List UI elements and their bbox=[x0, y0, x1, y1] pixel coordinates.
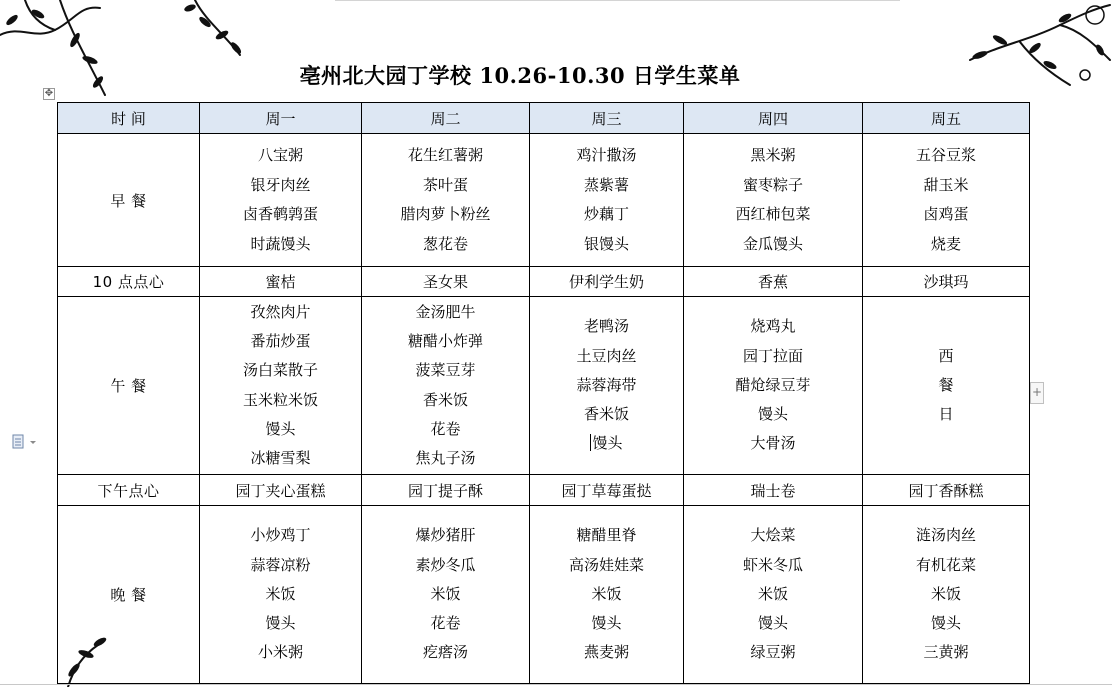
header-time[interactable]: 时 间 bbox=[58, 103, 200, 134]
dish: 老鸭汤 bbox=[583, 317, 629, 336]
dish: 黑米粥 bbox=[750, 146, 796, 164]
dish: 高汤娃娃菜 bbox=[568, 555, 644, 574]
morning-snack-row bbox=[58, 267, 1030, 297]
dish: 香米饭 bbox=[583, 405, 629, 424]
header-monday[interactable]: 周一 bbox=[200, 103, 362, 134]
menu-cell[interactable] bbox=[863, 506, 1030, 684]
add-column-plus-icon[interactable]: + bbox=[1030, 382, 1044, 404]
dish: 醋炝绿豆芽 bbox=[735, 375, 811, 394]
menu-cell[interactable] bbox=[200, 134, 362, 267]
row-label-breakfast[interactable]: 早 餐 bbox=[58, 134, 200, 267]
menu-cell[interactable] bbox=[684, 506, 863, 684]
dish: 时蔬馒头 bbox=[250, 234, 311, 253]
menu-cell[interactable] bbox=[863, 297, 1030, 475]
dish: 米饭 bbox=[757, 584, 788, 603]
dish: 糖醋小炸弹 bbox=[407, 332, 483, 351]
dish: 爆炒猪肝 bbox=[415, 526, 476, 545]
page-top-edge bbox=[335, 0, 900, 1]
dish: 米饭 bbox=[930, 584, 961, 603]
dish: 小米粥 bbox=[257, 643, 303, 662]
dish: 金瓜馒头 bbox=[742, 234, 803, 253]
header-wednesday[interactable]: 周三 bbox=[530, 103, 684, 134]
menu-cell[interactable]: 沙琪玛 bbox=[863, 267, 1030, 297]
afternoon-snack-row bbox=[58, 475, 1030, 506]
dish: 冰糖雪梨 bbox=[250, 448, 311, 467]
dish: 汤白菜散子 bbox=[242, 361, 318, 380]
menu-table bbox=[57, 102, 1030, 684]
menu-cell[interactable]: 园丁草莓蛋挞 bbox=[530, 475, 684, 506]
dish: 香米饭 bbox=[422, 390, 468, 409]
dish: 蒜蓉凉粉 bbox=[250, 555, 311, 574]
dish: 素炒冬瓜 bbox=[415, 555, 476, 574]
dish: 园丁拉面 bbox=[742, 346, 803, 365]
dish: 米饭 bbox=[265, 584, 296, 603]
menu-cell[interactable] bbox=[362, 134, 530, 267]
menu-cell[interactable]: 园丁夹心蛋糕 bbox=[200, 475, 362, 506]
row-label-dinner[interactable]: 晚 餐 bbox=[58, 506, 200, 684]
menu-cell[interactable] bbox=[530, 297, 684, 475]
row-label-lunch[interactable]: 午 餐 bbox=[58, 297, 200, 475]
menu-cell[interactable] bbox=[684, 297, 863, 475]
dish: 花生红薯粥 bbox=[407, 146, 483, 164]
dish: 土豆肉丝 bbox=[576, 346, 637, 365]
dish: 虾米冬瓜 bbox=[742, 555, 803, 574]
dish: 有机花菜 bbox=[915, 555, 976, 574]
dish: 玉米粒米饭 bbox=[242, 390, 318, 409]
dish: 茶叶蛋 bbox=[422, 175, 468, 194]
dish: 炒藕丁 bbox=[583, 205, 629, 223]
dish: 番茄炒蛋 bbox=[250, 332, 311, 351]
dish: 燕麦粥 bbox=[583, 643, 629, 662]
header-tuesday[interactable]: 周二 bbox=[362, 103, 530, 134]
menu-cell[interactable] bbox=[200, 297, 362, 475]
dish: 葱花卷 bbox=[422, 234, 468, 253]
dish: 八宝粥 bbox=[257, 146, 303, 164]
dish: 米饭 bbox=[430, 584, 461, 603]
menu-cell[interactable]: 蜜桔 bbox=[200, 267, 362, 297]
dish: 卤香鹌鹑蛋 bbox=[242, 205, 318, 223]
menu-cell[interactable] bbox=[362, 297, 530, 475]
dish: 花卷 bbox=[430, 614, 461, 633]
dish: 大骨汤 bbox=[750, 434, 796, 453]
menu-cell[interactable]: 圣女果 bbox=[362, 267, 530, 297]
dish: 日 bbox=[938, 405, 954, 424]
menu-cell[interactable]: 园丁提子酥 bbox=[362, 475, 530, 506]
dish: 花卷 bbox=[430, 419, 461, 438]
header-thursday[interactable]: 周四 bbox=[684, 103, 863, 134]
dish: 五谷豆浆 bbox=[915, 146, 976, 164]
dish: 疙瘩汤 bbox=[422, 643, 468, 662]
dish: 馒头 bbox=[265, 614, 296, 633]
dish: 西 bbox=[938, 346, 954, 365]
menu-cell[interactable] bbox=[530, 506, 684, 684]
dish: 小炒鸡丁 bbox=[250, 526, 311, 545]
menu-cell[interactable] bbox=[200, 506, 362, 684]
dish: 蜜枣粽子 bbox=[742, 175, 803, 194]
dish: 馒头 bbox=[591, 614, 622, 633]
dish: 蒸紫薯 bbox=[583, 175, 629, 194]
menu-cell[interactable] bbox=[530, 134, 684, 267]
dish: 腊肉萝卜粉丝 bbox=[400, 205, 491, 223]
header-row bbox=[58, 103, 1030, 134]
page-title: 亳州北大园丁学校 10.26-10.30 日学生菜单 bbox=[299, 63, 741, 88]
dish: 大烩菜 bbox=[750, 526, 796, 545]
row-label-morning-snack[interactable]: 10 点点心 bbox=[58, 267, 200, 297]
dish: 银牙肉丝 bbox=[250, 175, 311, 194]
dish: 焦丸子汤 bbox=[415, 448, 476, 467]
dish: 三黄粥 bbox=[923, 643, 969, 662]
dish: 烧鸡丸 bbox=[750, 317, 796, 336]
dish: 西红柿包菜 bbox=[735, 205, 811, 223]
vine-decoration-icon bbox=[0, 0, 260, 110]
lunch-row bbox=[58, 297, 1030, 475]
page-bottom-edge bbox=[0, 684, 1112, 685]
menu-cell[interactable]: 香蕉 bbox=[684, 267, 863, 297]
breakfast-row bbox=[58, 134, 1030, 267]
dish: 甜玉米 bbox=[923, 175, 969, 194]
dish: 银馒头 bbox=[583, 234, 629, 253]
menu-cell[interactable]: 伊利学生奶 bbox=[530, 267, 684, 297]
dish: 菠菜豆芽 bbox=[415, 361, 476, 380]
menu-cell[interactable]: 瑞士卷 bbox=[684, 475, 863, 506]
row-label-afternoon-snack[interactable]: 下午点心 bbox=[58, 475, 200, 506]
dish: 餐 bbox=[938, 375, 954, 394]
dinner-row bbox=[58, 506, 1030, 684]
dish: 糖醋里脊 bbox=[576, 526, 637, 545]
header-friday[interactable]: 周五 bbox=[863, 103, 1030, 134]
dish: 涟汤肉丝 bbox=[915, 526, 976, 545]
dish: 馒头 bbox=[930, 614, 961, 633]
dish: 馒头 bbox=[265, 419, 296, 438]
dish: 金汤肥牛 bbox=[415, 302, 476, 321]
dish: 馒头 bbox=[592, 434, 623, 453]
dish: 馒头 bbox=[757, 614, 788, 633]
menu-cell[interactable] bbox=[863, 134, 1030, 267]
dish: 卤鸡蛋 bbox=[923, 205, 969, 223]
dish-with-caret bbox=[590, 429, 622, 458]
dish: 绿豆粥 bbox=[750, 643, 796, 662]
menu-cell[interactable]: 园丁香酥糕 bbox=[863, 475, 1030, 506]
dish: 孜然肉片 bbox=[250, 302, 311, 321]
dish: 米饭 bbox=[591, 584, 622, 603]
document-icon[interactable] bbox=[12, 434, 38, 450]
dish: 蒜蓉海带 bbox=[576, 375, 637, 394]
dish: 烧麦 bbox=[930, 234, 961, 253]
menu-cell[interactable] bbox=[684, 134, 863, 267]
dish: 鸡汁撒汤 bbox=[576, 146, 637, 164]
dish: 馒头 bbox=[757, 405, 788, 424]
table-move-handle-icon[interactable]: ✥ bbox=[44, 88, 54, 99]
menu-cell[interactable] bbox=[362, 506, 530, 684]
